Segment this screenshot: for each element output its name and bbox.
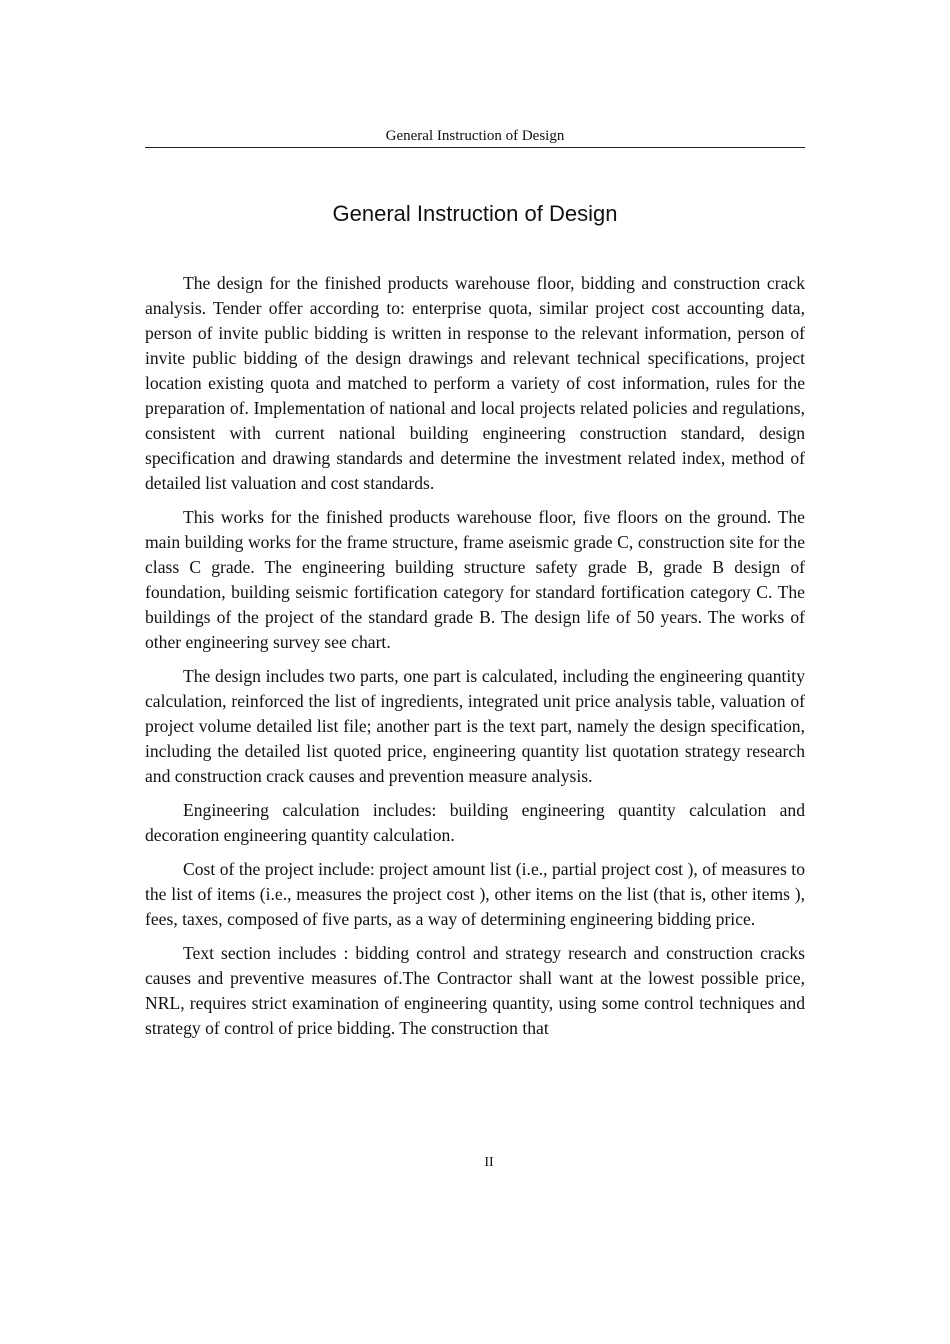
- paragraph: Engineering calculation includes: building engineering quantity calculation and decoration engineering quantity calculation.: [145, 800, 805, 845]
- document-page: [145, 0, 805, 1344]
- body-text: [145, 271, 805, 1050]
- page-title: General Instruction of Design: [332, 201, 618, 226]
- header-rule: [145, 147, 805, 148]
- paragraph: This works for the finished products warehouse floor, five floors on the ground. The main building works for the frame structure, frame aseismic grade C, construction site for the class C grade. The engineering building structure safety grade B, grade B design of foundation, building seismic fortification category for standard fortification category C. The buildings of the project of the standard grade B. The design life of 50 years. The works of other engineering survey see chart.: [145, 507, 805, 652]
- paragraph: Cost of the project include: project amount list (i.e., partial project cost ), of measures to the list of items (i.e., measures the project cost ), other items on the list (that is, other items ), fees, taxes, composed of five parts, as a way of determining engineering bidding price.: [145, 859, 805, 929]
- paragraph: The design includes two parts, one part is calculated, including the engineering quantity calculation, reinforced the list of ingredients, integrated unit price analysis table, valuation of project volume detailed list file; another part is the text part, namely the design specification, including the detailed list quoted price, engineering quantity list quotation strategy research and construction crack causes and prevention measure analysis.: [145, 666, 805, 786]
- page-number: II: [484, 1155, 494, 1170]
- paragraph: Text section includes : bidding control and strategy research and construction cracks causes and preventive measures of.The Contractor shall want at the lowest possible price, NRL, requires strict examination of engineering quantity, using some control techniques and strategy of control of price bidding. The construction that: [145, 943, 805, 1038]
- paragraph: The design for the finished products warehouse floor, bidding and construction crack analysis. Tender offer according to: enterprise quota, similar project cost accounting data, person of invite public bidding is written in response to the relevant information, person of invite public bidding of the design drawings and relevant technical specifications, project location existing quota and matched to perform a variety of cost information, rules for the preparation of. Implementation of national and local projects related policies and regulations, consistent with current national building engineering construction standard, design specification and drawing standards and determine the investment related index, method of detailed list valuation and cost standards.: [145, 273, 805, 493]
- running-header: General Instruction of Design: [385, 128, 565, 144]
